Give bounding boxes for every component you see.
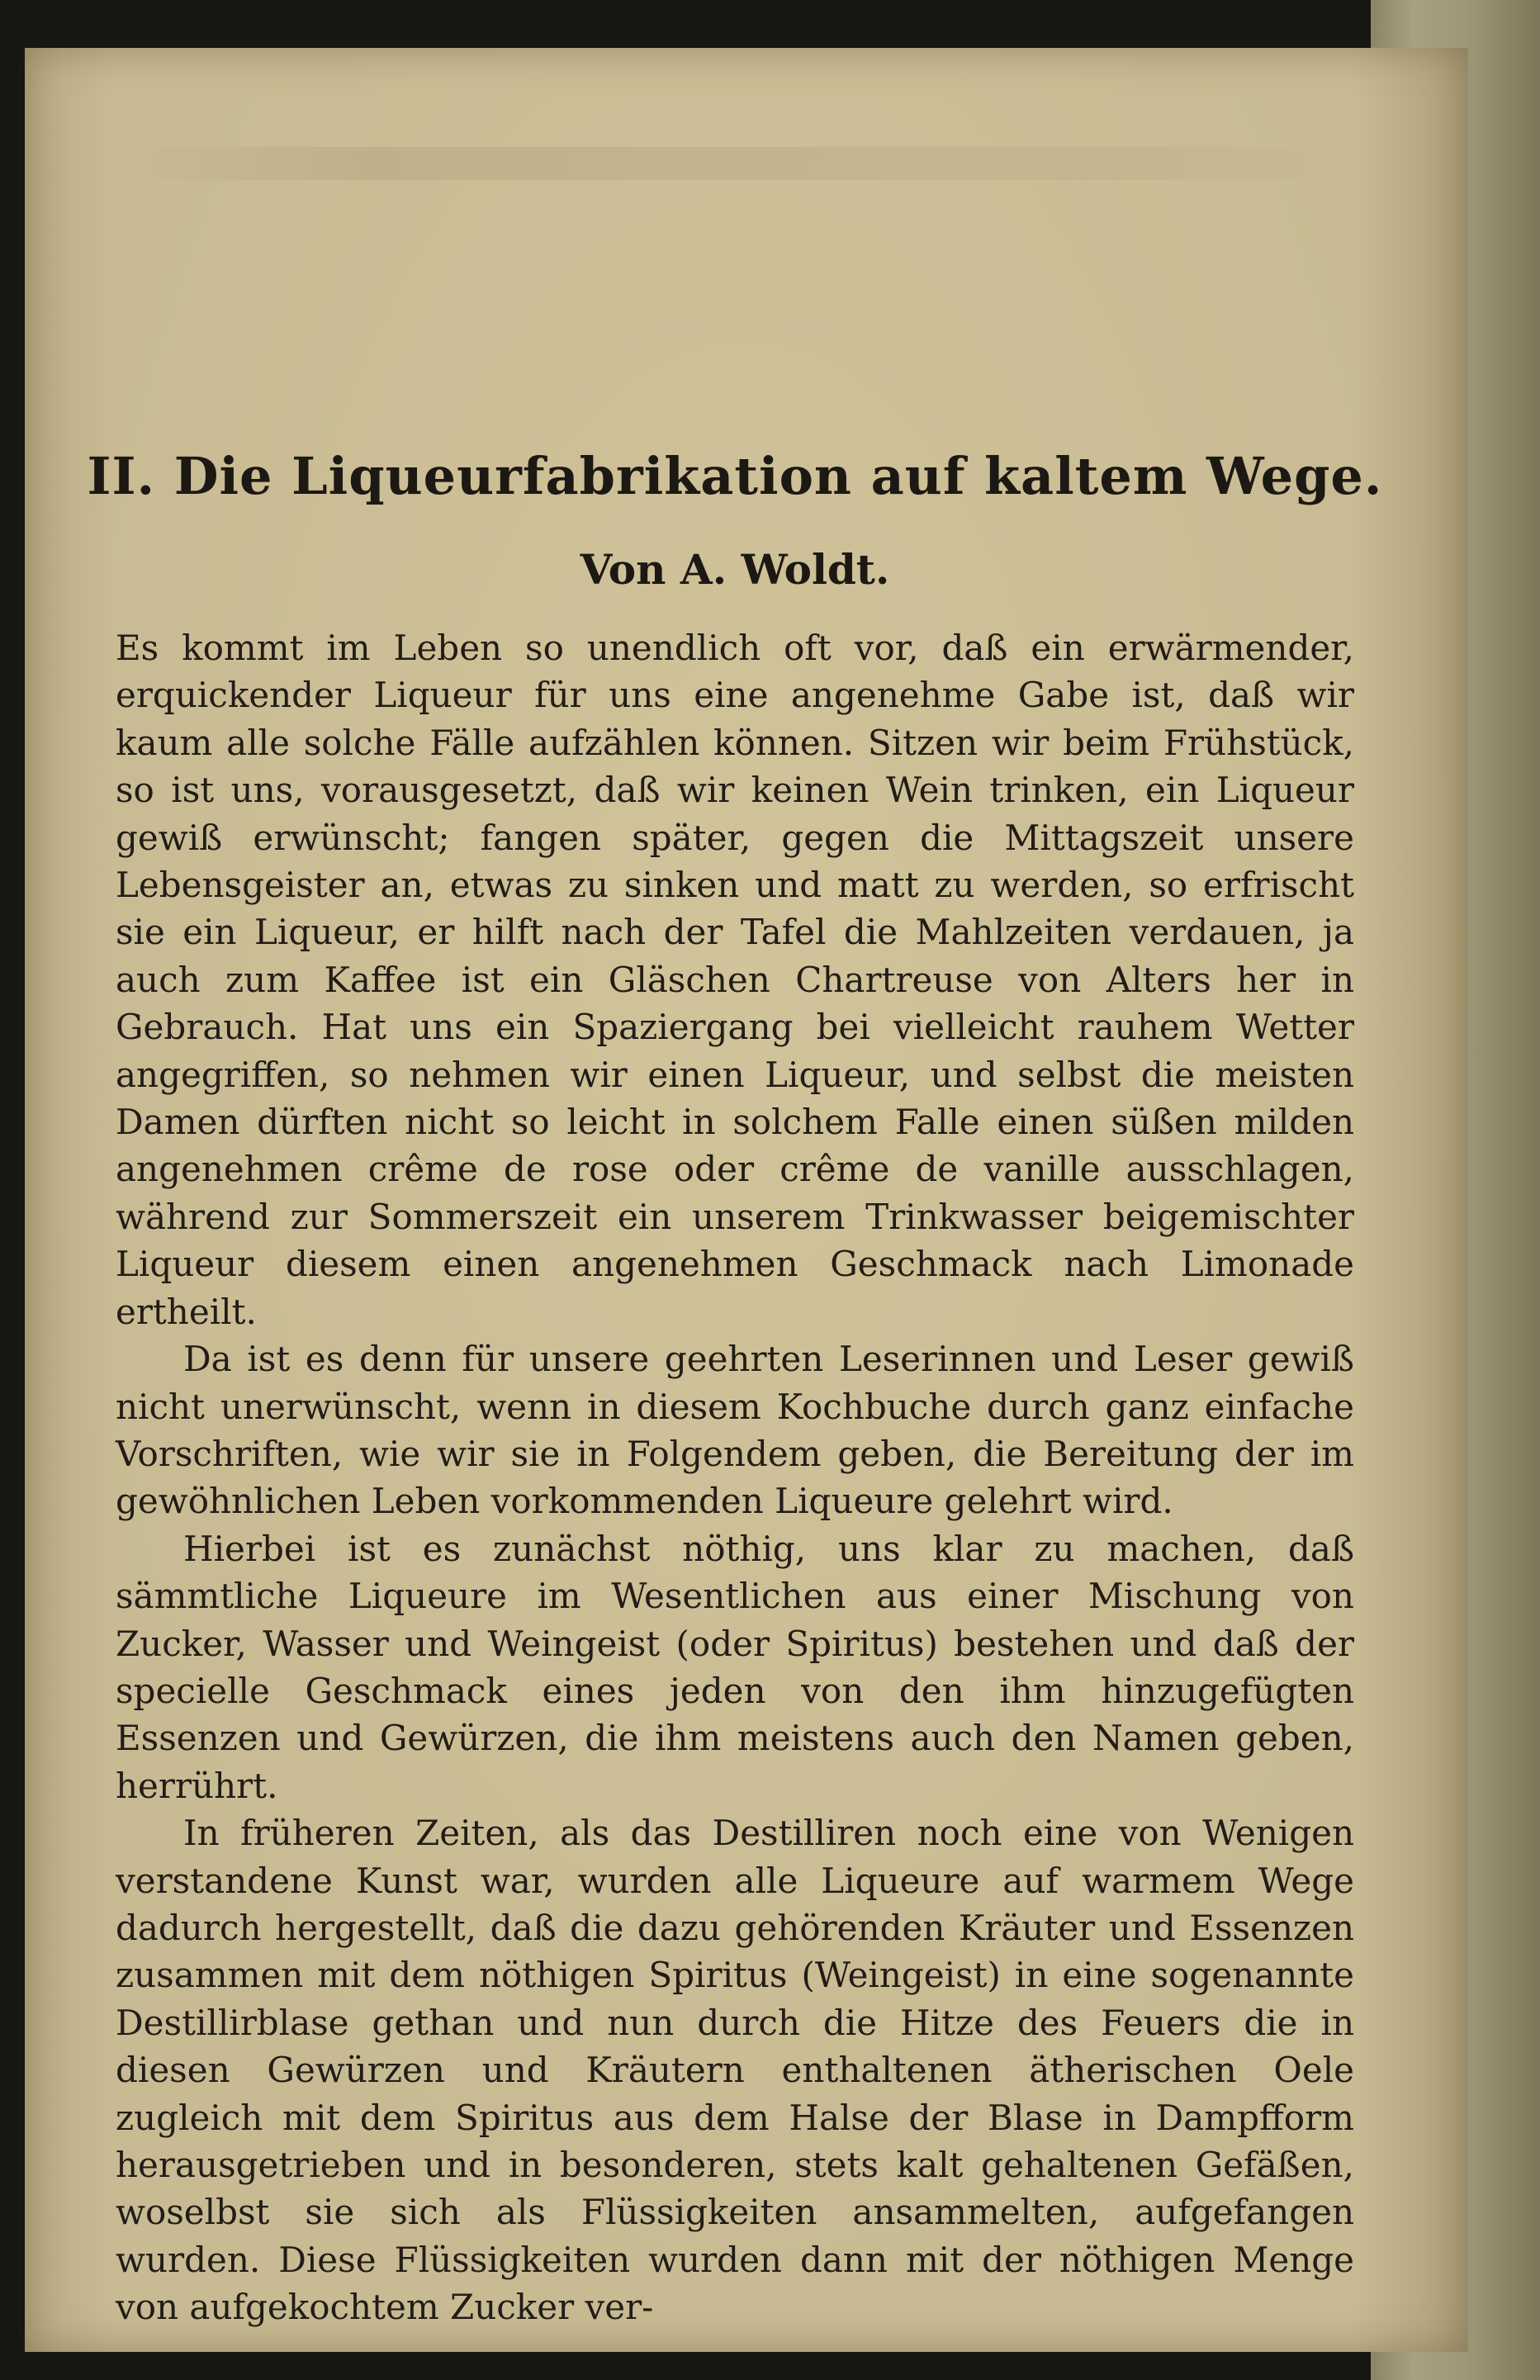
body-text bbox=[116, 624, 1354, 2331]
paragraph-2: Da ist es denn für unsere geehrten Leserinnen und Leser gewiß nicht unerwünscht, wenn in diesem Kochbuche durch ganz einfache Vorschriften, wie wir sie in Folgendem geben, die Bereitung der im gewöhnlichen Leben vorkommenden Liqueure gelehrt wird. bbox=[116, 1339, 1354, 1522]
chapter-title: II. Die Liqueurfabrikation auf kaltem Wege. bbox=[87, 446, 1383, 506]
faded-header-bleed bbox=[124, 147, 1362, 180]
paragraph-4: In früheren Zeiten, als das Destilliren noch eine von Wenigen verstandene Kunst war, wurden alle Liqueure auf warmem Wege dadurch hergestellt, daß die dazu gehörenden Kräuter und Essenzen zusammen mit dem nöthigen Spiritus (Weingeist) in eine sogenannte Destillirblase gethan und nun durch die Hitze des Feuers die in diesen Gewürzen und Kräutern enthaltenen ätherischen Oele zugleich mit dem Spiritus aus dem Halse der Blase in Dampfform herausgetrieben und in besonderen, stets kalt gehaltenen Gefäßen, woselbst sie sich als Flüssigkeiten ansammelten, aufgefangen wurden. Diese Flüssigkeiten wurden dann mit der nöthigen Menge von aufgekochtem Zucker ver- bbox=[116, 1813, 1354, 2328]
paragraph-3: Hierbei ist es zunächst nöthig, uns klar zu machen, daß sämmtliche Liqueure im Wesentlichen aus einer Mischung von Zucker, Wasser und Weingeist (oder Spiritus) bestehen und daß der specielle Geschmack eines jeden von den ihm hinzugefügten Essenzen und Gewürzen, die ihm meistens auch den Namen geben, herrührt. bbox=[116, 1528, 1354, 1806]
paragraph-1: Es kommt im Leben so unendlich oft vor, daß ein erwärmender, erquickender Liqueur für uns eine angenehme Gabe ist, daß wir kaum alle solche Fälle aufzählen können. Sitzen wir beim Frühstück, so ist uns, vorausgesetzt, daß wir keinen Wein trinken, ein Liqueur gewiß erwünscht; fangen später, gegen die Mittagszeit unsere Lebensgeister an, etwas zu sinken und matt zu werden, so erfrischt sie ein Liqueur, er hilft nach der Tafel die Mahlzeiten verdauen, ja auch zum Kaffee ist ein Gläschen Chartreuse von Alters her in Gebrauch. Hat uns ein Spaziergang bei vielleicht rauhem Wetter angegriffen, so nehmen wir einen Liqueur, und selbst die meisten Damen dürften nicht so leicht in solchem Falle einen süßen milden angenehmen crême de rose oder crême de vanille ausschlagen, während zur Sommerszeit ein unserem Trinkwasser beigemischter Liqueur diesem einen angenehmen Geschmack nach Limonade ertheilt. bbox=[116, 628, 1354, 1332]
chapter-author: Von A. Woldt. bbox=[580, 545, 890, 594]
